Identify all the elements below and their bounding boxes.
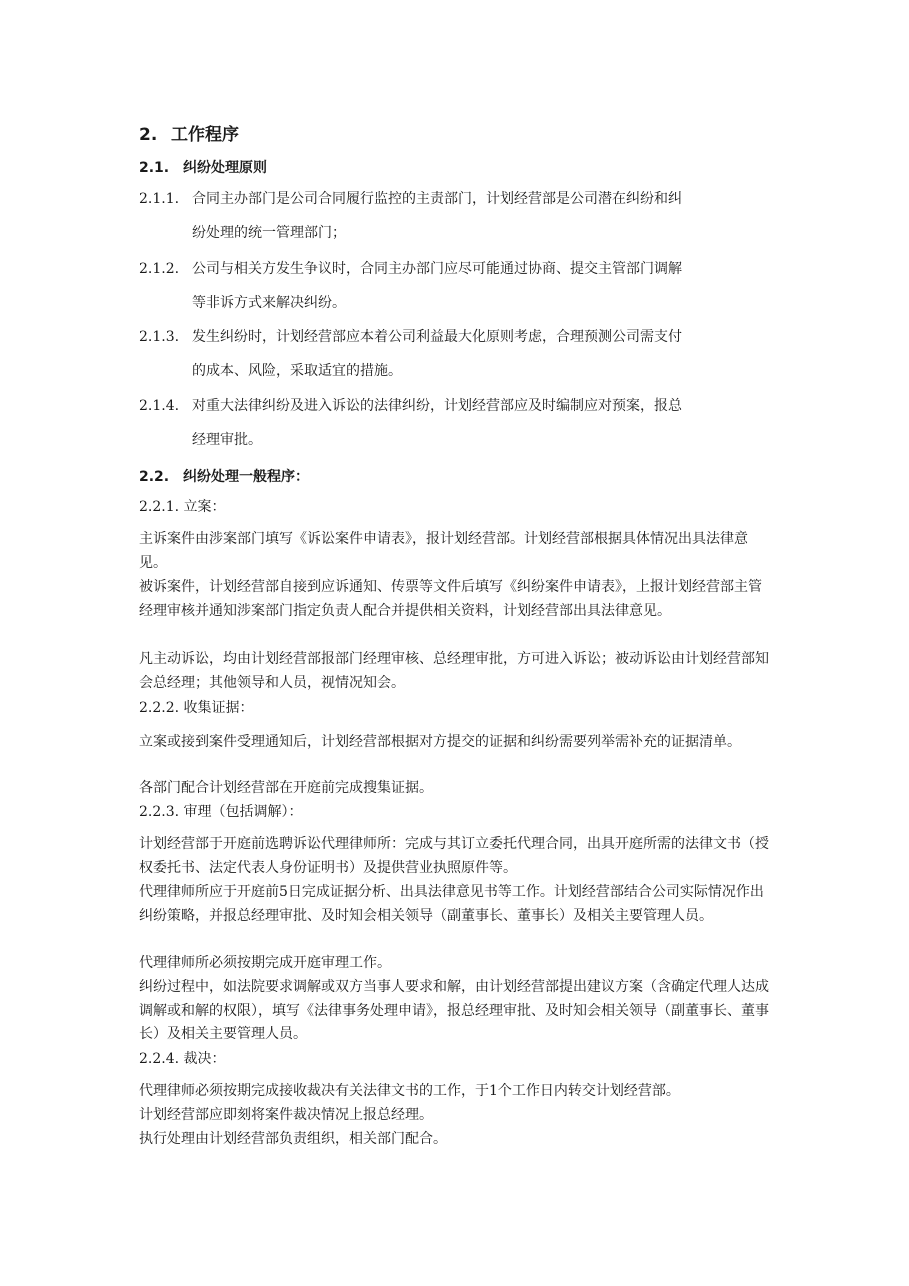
clause-number: 2.1.2. [139,261,180,277]
paragraph: 被诉案件，计划经营部自接到应诉通知、传票等文件后填写《纠纷案件申请表》，上报计划经营部主管经理审核并通知涉案部门指定负责人配合并提供相关资料，计划经营部出具法律意见。 [139,579,762,619]
clause-text-line2: 经理审批。 [192,432,262,448]
subsection-heading-2-2 [139,466,309,486]
paragraph: 各部门配合计划经营部在开庭前完成搜集证据。 [139,780,433,796]
paragraph: 计划经营部于开庭前选聘诉讼代理律师所：完成与其订立委托代理合同，出具开庭所需的法律文书（授权委托书、法定代表人身份证明书）及提供营业执照原件等。 [139,836,769,876]
section-title: 工作程序 [171,125,239,145]
subsection-title: 纠纷处理原则 [183,160,267,176]
subsection-heading-2-1 [139,157,267,177]
clause-text-line2: 的成本、风险，采取适宜的措施。 [192,363,402,379]
clause-text-line1: 公司与相关方发生争议时，合同主办部门应尽可能通过协商、提交主管部门调解 [192,261,682,277]
paragraph: 执行处理由计划经营部负责组织，相关部门配合。 [139,1131,447,1147]
paragraph: 计划经营部应即刻将案件裁决情况上报总经理。 [139,1107,433,1123]
paragraph: 代理律师所必须按期完成开庭审理工作。 [139,955,391,971]
paragraph: 代理律师必须按期完成接收裁决有关法律文书的工作，于1个工作日内转交计划经营部。 [139,1083,680,1099]
clause-text-line2: 等非诉方式来解决纠纷。 [192,295,346,311]
paragraph: 纠纷过程中，如法院要求调解或双方当事人要求和解，由计划经营部提出建议方案（含确定代理人达成调解或和解的权限），填写《法律事务处理申请》，报总经理审批、及时知会相关领导（副董事长、董事长）及相关主要管理人员。 [139,979,769,1042]
clause-text-line2: 纷处理的统一管理部门； [192,225,346,241]
paragraph: 主诉案件由涉案部门填写《诉讼案件申请表》，报计划经营部。计划经营部根据具体情况出具法律意见。 [139,531,748,571]
clause-number: 2.1.3. [139,329,180,345]
sub-heading-2-2-3: 2.2.3. 审理（包括调解）： [139,804,303,820]
section-number: 2. [139,125,158,145]
clause-text-line1: 对重大法律纠纷及进入诉讼的法律纠纷，计划经营部应及时编制应对预案，报总 [192,398,682,414]
subsection-number: 2.2. [139,469,170,485]
subsection-title: 纠纷处理一般程序： [183,469,309,485]
paragraph: 代理律师所应于开庭前5日完成证据分析、出具法律意见书等工作。计划经营部结合公司实际情况作出纠纷策略，并报总经理审批、及时知会相关领导（副董事长、董事长）及相关主要管理人员。 [139,884,764,924]
sub-heading-2-2-1: 2.2.1. 立案： [139,499,226,515]
section-heading [139,120,239,145]
sub-heading-2-2-4: 2.2.4. 裁决： [139,1051,226,1067]
subsection-number: 2.1. [139,160,170,176]
paragraph: 凡主动诉讼，均由计划经营部报部门经理审核、总经理审批，方可进入诉讼；被动诉讼由计划经营部知会总经理；其他领导和人员，视情况知会。 [139,651,769,691]
clause-text-line1: 发生纠纷时，计划经营部应本着公司利益最大化原则考虑，合理预测公司需支付 [192,329,682,345]
clause-number: 2.1.4. [139,398,180,414]
sub-heading-2-2-2: 2.2.2. 收集证据： [139,700,254,716]
paragraph: 立案或接到案件受理通知后，计划经营部根据对方提交的证据和纠纷需要列举需补充的证据清单。 [139,734,741,750]
clause-number: 2.1.1. [139,191,180,207]
clause-text-line1: 合同主办部门是公司合同履行监控的主责部门，计划经营部是公司潜在纠纷和纠 [192,191,682,207]
